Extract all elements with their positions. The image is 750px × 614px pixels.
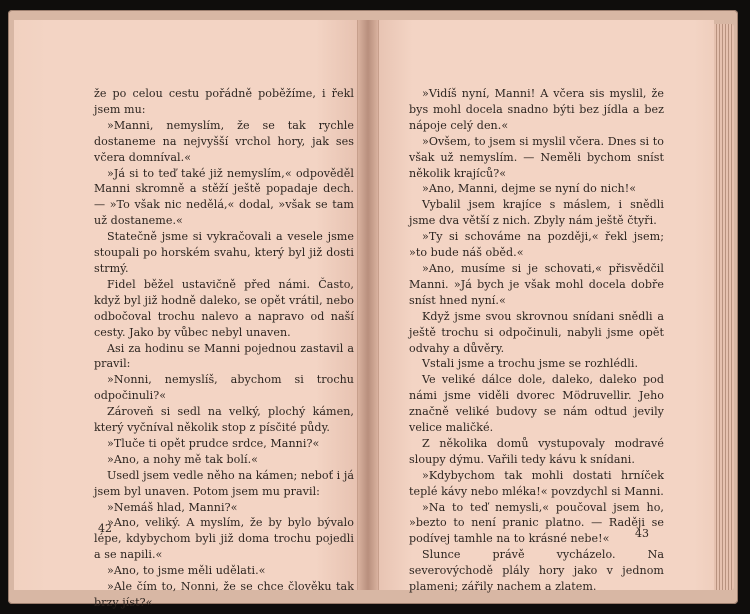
book-gutter [358, 20, 378, 590]
paragraph: »Ano, a nohy mě tak bolí.« [107, 452, 259, 466]
paragraph: »Kdybychom tak mohli dostati hrníček teplé kávy nebo mléka!« povzdychl si Manni. [409, 468, 664, 498]
paragraph: Fidel běžel ustavičně před námi. Často, když byl již hodně daleko, se opět vrátil, nebo odbočoval trochu nalevo a napravo od naší cesty. Jako by vůbec nebyl unaven. [94, 277, 354, 339]
paragraph: »Já si to teď také již nemyslím,« odpověděl Manni skromně a stěží ještě popadaje dech. — »To však nic nedělá,« dodal, »však se tam už dostaneme.« [94, 166, 354, 228]
paragraph: Usedl jsem vedle něho na kámen; neboť i já jsem byl unaven. Potom jsem mu pravil: [94, 468, 354, 498]
paragraph: Slunce právě vycházelo. Na severovýchodě plály hory jako v jednom plameni; zářily nachem a zlatem. [409, 548, 664, 594]
paragraph: že po celou cestu pořádně poběžíme, i řekl jsem mu: [94, 87, 354, 116]
page-edges [714, 24, 734, 590]
paragraph: »Ale čím to, Nonni, že se chce člověku tak brzy jíst?« [94, 580, 354, 609]
paragraph: Ve veliké dálce dole, daleko, daleko pod námi jsme viděli dvorec Mödruvellir. Jeho značně veliké budovy se nám odtud jevily velice maličké. [409, 373, 664, 435]
paragraph: Z několika domů vystupovaly modravé sloupy dýmu. Vařili tedy kávu k snídani. [409, 436, 664, 466]
left-page [14, 20, 358, 609]
paragraph: Když jsme svou skrovnou snídani snědli a ještě trochu si odpočinuli, nabyli jsme opět odvahy a důvěry. [409, 309, 664, 355]
paragraph: Asi za hodinu se Manni pojednou zastavil a pravil: [94, 341, 354, 371]
right-page [378, 20, 714, 594]
paragraph: »Ty si schováme na později,« řekl jsem; »to bude náš oběd.« [409, 230, 664, 260]
paragraph: »Tluče ti opět prudce srdce, Manni?« [107, 436, 320, 450]
paragraph: »Ovšem, to jsem si myslil včera. Dnes si to však už nemyslím. — Neměli bychom sníst několik krajíců?« [409, 134, 664, 180]
paragraph: »Ano, to jsme měli udělati.« [107, 564, 266, 578]
paragraph: »Vidíš nyní, Manni! A včera sis myslil, že bys mohl docela snadno býti bez jídla a bez nápoje celý den.« [409, 87, 664, 132]
paragraph: »Nonni, nemyslíš, abychom si trochu odpočinuli?« [94, 373, 354, 403]
paragraph: Vstali jsme a trochu jsme se rozhlédli. [422, 357, 639, 371]
paragraph: »Ano, Manni, dejme se nyní do nich!« [422, 182, 637, 196]
left-page-text [94, 86, 354, 611]
paragraph: »Ano, musíme si je schovati,« přisvědčil Manni. »Já bych je však mohl docela dobře sníst hned nyní.« [409, 261, 664, 307]
right-page-text [409, 86, 664, 595]
paragraph: »Nemáš hlad, Manni?« [107, 500, 238, 514]
paragraph: »Ano, veliký. A myslím, že by bylo bývalo lépe, kdybychom byli již doma trochu pojedli a se napili.« [94, 516, 354, 562]
paragraph: Vybalil jsem krajíce s máslem, i snědli jsme dva větší z nich. Zbyly nám ještě čtyři. [409, 198, 664, 228]
page-number: 43 [635, 527, 649, 540]
open-book [8, 10, 738, 609]
paragraph: Statečně jsme si vykračovali a vesele jsme stoupali po horském svahu, který byl již dosti strmý. [94, 230, 354, 275]
paragraph: »Manni, nemyslím, že se tak rychle dostaneme na nejvyšší vrchol hory, jak ses včera domníval.« [94, 118, 354, 164]
paragraph: »Na to teď nemysli,« poučoval jsem ho, »bezto to není pranic platno. — Raději se podívej tamhle na to krásné nebe!« [409, 500, 664, 546]
paragraph: Zároveň si sedl na velký, plochý kámen, který vyčníval několik stop z písčité půdy. [94, 405, 354, 435]
page-number: 42 [98, 522, 112, 535]
